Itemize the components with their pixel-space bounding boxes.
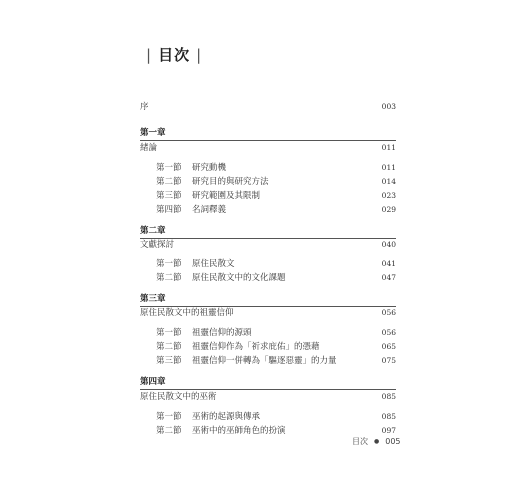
section-row — [140, 161, 396, 175]
chapter-heading: 第三章 — [140, 292, 396, 307]
footer-label: 目次 — [352, 437, 368, 446]
chapter-heading: 第一章 — [140, 126, 396, 141]
section-page: 047 — [381, 273, 396, 282]
section-title: 名詞釋義 — [192, 205, 227, 215]
section-title: 祖靈信仰的源頭 — [192, 328, 252, 338]
section-page: 065 — [381, 342, 396, 351]
section-page: 011 — [381, 163, 396, 172]
chapter-title: 原住民散文中的巫術 — [140, 392, 217, 402]
section-number: 第二節 — [156, 342, 182, 352]
section-page: 075 — [381, 356, 396, 365]
section-row — [140, 175, 396, 189]
section-page: 085 — [381, 412, 396, 421]
section-number: 第二節 — [156, 426, 182, 436]
section-title: 原住民散文 — [192, 259, 235, 269]
chapter-heading: 第二章 — [140, 224, 396, 239]
section-row — [140, 257, 396, 271]
section-title: 原住民散文中的文化課題 — [192, 273, 286, 283]
section-title: 祖靈信仰一併轉為「驅逐惡靈」的力量 — [192, 356, 337, 366]
section-number: 第一節 — [156, 412, 182, 422]
footer-page-number: 005 — [385, 437, 401, 446]
chapter-title-row — [140, 141, 396, 155]
section-title: 巫術中的巫師角色的扮演 — [192, 426, 286, 436]
section-page: 041 — [381, 259, 396, 268]
chapter-page: 056 — [381, 308, 396, 317]
chapter-title-row — [140, 390, 396, 404]
section-number: 第二節 — [156, 273, 182, 283]
footer-dot-icon: ● — [374, 438, 380, 445]
section-row — [140, 340, 396, 354]
chapter-title: 原住民散文中的祖靈信仰 — [140, 308, 234, 318]
toc-title-text: 目次 — [158, 46, 191, 64]
chapter-page: 040 — [381, 240, 396, 249]
section-title: 研究範圍及其限制 — [192, 191, 261, 201]
section-row — [140, 326, 396, 340]
chapter-heading: 第四章 — [140, 375, 396, 390]
section-row — [140, 203, 396, 217]
section-title: 祖靈信仰作為「祈求庇佑」的憑藉 — [192, 342, 320, 352]
title-bar-right: | — [196, 46, 203, 64]
section-row — [140, 410, 396, 424]
section-number: 第一節 — [156, 163, 182, 173]
chapter-title: 文獻探討 — [140, 240, 175, 250]
toc-heading — [140, 44, 208, 65]
section-row — [140, 189, 396, 203]
section-row — [140, 271, 396, 285]
section-title: 研究動機 — [192, 163, 227, 173]
preface-row — [140, 100, 396, 114]
section-number: 第三節 — [156, 356, 182, 366]
section-page: 029 — [381, 205, 396, 214]
chapter-title-row — [140, 238, 396, 252]
chapter-page: 085 — [381, 392, 396, 401]
section-title: 巫術的起源與傳承 — [192, 412, 261, 422]
chapter-title-row — [140, 306, 396, 320]
section-page: 023 — [381, 191, 396, 200]
section-title: 研究目的與研究方法 — [192, 177, 269, 187]
section-number: 第一節 — [156, 328, 182, 338]
page-footer — [352, 436, 401, 447]
section-row — [140, 354, 396, 368]
preface-label: 序 — [140, 102, 149, 112]
section-page: 014 — [381, 177, 396, 186]
section-page: 097 — [381, 426, 396, 435]
chapter-page: 011 — [381, 143, 396, 152]
chapter-title: 緒論 — [140, 143, 158, 153]
title-bar-left: | — [146, 46, 153, 64]
section-number: 第三節 — [156, 191, 182, 201]
section-number: 第二節 — [156, 177, 182, 187]
preface-page: 003 — [381, 102, 396, 111]
section-number: 第四節 — [156, 205, 182, 215]
section-number: 第一節 — [156, 259, 182, 269]
section-page: 056 — [381, 328, 396, 337]
